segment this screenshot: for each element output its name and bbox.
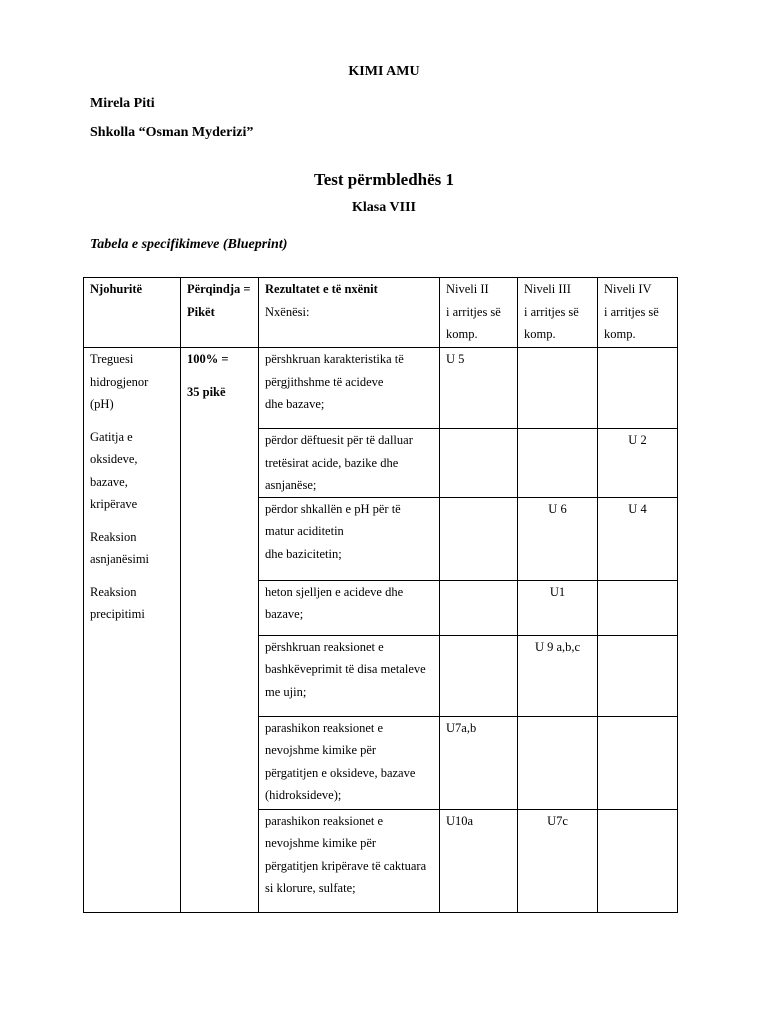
- outcome-cell: përshkruan karakteristika të përgjithshme të acideve dhe bazave;: [259, 348, 440, 429]
- table-header-row: [84, 278, 678, 348]
- level-4-cell: [598, 348, 678, 429]
- outcome-cell: përdor dëftuesit për të dalluar tretësirat acide, bazike dhe asnjanëse;: [259, 429, 440, 498]
- header-percent: Përqindja = Pikët: [181, 278, 259, 348]
- level-2-cell: [440, 635, 518, 716]
- table-caption: Tabela e specifikimeve (Blueprint): [90, 237, 288, 252]
- outcome-cell: përdor shkallën e pH për të matur aciditetin dhe bazicitetin;: [259, 497, 440, 580]
- outcome-cell: heton sjelljen e acideve dhe bazave;: [259, 580, 440, 635]
- level-3-cell: U 6: [518, 497, 598, 580]
- topics-cell: Treguesi hidrogjenor (pH) Gatitja e oksideve, bazave, kripërave Reaksion asnjanësimi Reaksion precipitimi: [84, 348, 181, 913]
- level-2-cell: [440, 580, 518, 635]
- points-cell: 100% = 35 pikë: [181, 348, 259, 913]
- level-4-cell: [598, 580, 678, 635]
- level-4-cell: [598, 635, 678, 716]
- level-3-cell: [518, 429, 598, 498]
- level-2-cell: U 5: [440, 348, 518, 429]
- outcome-cell: parashikon reaksionet e nevojshme kimike për përgatitjen kripërave të caktuara si klorure, sulfate;: [259, 809, 440, 912]
- author-name: Mirela Piti: [90, 96, 155, 111]
- outcome-cell: përshkruan reaksionet e bashkëveprimit të disa metaleve me ujin;: [259, 635, 440, 716]
- header-level-3: Niveli III i arritjes së komp.: [518, 278, 598, 348]
- level-3-cell: U 9 a,b,c: [518, 635, 598, 716]
- document-title: KIMI AMU: [348, 64, 420, 79]
- level-3-cell: U1: [518, 580, 598, 635]
- header-level-2: Niveli II i arritjes së komp.: [440, 278, 518, 348]
- header-level-4: Niveli IV i arritjes së komp.: [598, 278, 678, 348]
- level-2-cell: U7a,b: [440, 716, 518, 809]
- level-3-cell: [518, 348, 598, 429]
- outcome-cell: parashikon reaksionet e nevojshme kimike për përgatitjen e oksideve, bazave (hidroksideve);: [259, 716, 440, 809]
- header-outcomes: Rezultatet e të nxënit Nxënësi:: [259, 278, 440, 348]
- level-3-cell: [518, 716, 598, 809]
- level-3-cell: U7c: [518, 809, 598, 912]
- level-2-cell: [440, 497, 518, 580]
- level-2-cell: U10a: [440, 809, 518, 912]
- blueprint-table: [83, 277, 678, 913]
- level-4-cell: U 2: [598, 429, 678, 498]
- level-4-cell: [598, 716, 678, 809]
- level-4-cell: [598, 809, 678, 912]
- level-2-cell: [440, 429, 518, 498]
- class-label: Klasa VIII: [352, 200, 416, 215]
- table-row: [84, 348, 678, 429]
- level-4-cell: U 4: [598, 497, 678, 580]
- test-title: Test përmbledhës 1: [313, 170, 455, 189]
- school-name: Shkolla “Osman Myderizi”: [90, 125, 254, 140]
- header-knowledge: Njohuritë: [84, 278, 181, 348]
